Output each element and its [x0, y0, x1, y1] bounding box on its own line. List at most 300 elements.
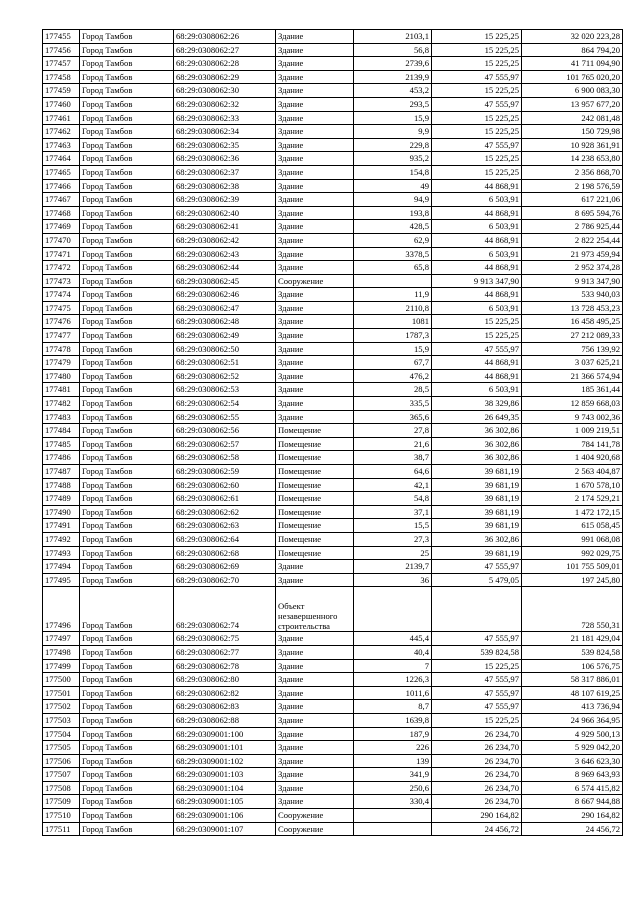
- row-number-cell: 177497: [43, 632, 80, 646]
- row-number-cell: 177462: [43, 125, 80, 139]
- cadastral-value-cell: 21 973 459,94: [522, 247, 623, 261]
- row-number-cell: 177494: [43, 560, 80, 574]
- cadastral-number-cell: 68:29:0308062:80: [174, 673, 276, 687]
- cadastral-value-cell: 106 576,75: [522, 659, 623, 673]
- row-number-cell: 177503: [43, 713, 80, 727]
- table-row: [43, 795, 623, 809]
- city-cell: Город Тамбов: [80, 43, 174, 57]
- object-type-cell: Здание: [276, 179, 354, 193]
- row-number-cell: 177510: [43, 809, 80, 823]
- area-cell: 27,3: [354, 532, 432, 546]
- table-row: [43, 673, 623, 687]
- row-number-cell: 177502: [43, 700, 80, 714]
- area-cell: [354, 587, 432, 632]
- object-type-cell: Здание: [276, 673, 354, 687]
- table-row: [43, 206, 623, 220]
- row-number-cell: 177495: [43, 573, 80, 587]
- unit-value-cell: 26 234,70: [432, 795, 522, 809]
- object-type-cell: Помещение: [276, 505, 354, 519]
- row-number-cell: 177489: [43, 492, 80, 506]
- cadastral-value-cell: 101 765 020,20: [522, 70, 623, 84]
- cadastral-value-cell: 1 670 578,10: [522, 478, 623, 492]
- row-number-cell: 177496: [43, 587, 80, 632]
- unit-value-cell: 15 225,25: [432, 659, 522, 673]
- unit-value-cell: 15 225,25: [432, 329, 522, 343]
- area-cell: 226: [354, 741, 432, 755]
- table-row: [43, 741, 623, 755]
- cadastral-number-cell: 68:29:0308062:32: [174, 97, 276, 111]
- cadastral-number-cell: 68:29:0308062:70: [174, 573, 276, 587]
- city-cell: Город Тамбов: [80, 261, 174, 275]
- cadastral-number-cell: 68:29:0309001:102: [174, 754, 276, 768]
- cadastral-value-cell: 101 755 509,01: [522, 560, 623, 574]
- area-cell: 37,1: [354, 505, 432, 519]
- cadastral-value-cell: 16 458 495,25: [522, 315, 623, 329]
- table-row: [43, 261, 623, 275]
- cadastral-number-cell: 68:29:0308062:28: [174, 57, 276, 71]
- unit-value-cell: 44 868,91: [432, 261, 522, 275]
- city-cell: Город Тамбов: [80, 809, 174, 823]
- unit-value-cell: 290 164,82: [432, 809, 522, 823]
- area-cell: 1639,8: [354, 713, 432, 727]
- cadastral-value-cell: 2 356 868,70: [522, 165, 623, 179]
- cadastral-value-cell: 8 667 944,88: [522, 795, 623, 809]
- table-row: [43, 645, 623, 659]
- object-type-cell: Здание: [276, 632, 354, 646]
- row-number-cell: 177501: [43, 686, 80, 700]
- cadastral-value-cell: 413 736,94: [522, 700, 623, 714]
- unit-value-cell: 6 503,91: [432, 301, 522, 315]
- city-cell: Город Тамбов: [80, 492, 174, 506]
- table-row: [43, 70, 623, 84]
- object-type-cell: Здание: [276, 342, 354, 356]
- city-cell: Город Тамбов: [80, 587, 174, 632]
- table-row: [43, 43, 623, 57]
- object-type-cell: Здание: [276, 193, 354, 207]
- unit-value-cell: 47 555,97: [432, 342, 522, 356]
- table-row: [43, 193, 623, 207]
- cadastral-number-cell: 68:29:0308062:46: [174, 288, 276, 302]
- area-cell: 2139,9: [354, 70, 432, 84]
- city-cell: Город Тамбов: [80, 288, 174, 302]
- row-number-cell: 177493: [43, 546, 80, 560]
- city-cell: Город Тамбов: [80, 741, 174, 755]
- object-type-cell: Здание: [276, 741, 354, 755]
- table-row: [43, 125, 623, 139]
- cadastral-value-cell: 533 940,03: [522, 288, 623, 302]
- unit-value-cell: 6 503,91: [432, 193, 522, 207]
- cadastral-value-cell: 864 794,20: [522, 43, 623, 57]
- table-row: [43, 492, 623, 506]
- city-cell: Город Тамбов: [80, 532, 174, 546]
- cadastral-value-cell: 9 743 002,36: [522, 410, 623, 424]
- area-cell: 11,9: [354, 288, 432, 302]
- unit-value-cell: 36 302,86: [432, 424, 522, 438]
- object-type-cell: Здание: [276, 84, 354, 98]
- table-row: [43, 410, 623, 424]
- object-type-cell: Объект незавершенного строительства: [276, 587, 354, 632]
- city-cell: Город Тамбов: [80, 315, 174, 329]
- cadastral-value-cell: 12 859 668,03: [522, 397, 623, 411]
- unit-value-cell: 9 913 347,90: [432, 274, 522, 288]
- city-cell: Город Тамбов: [80, 546, 174, 560]
- unit-value-cell: 44 868,91: [432, 206, 522, 220]
- cadastral-number-cell: 68:29:0308062:61: [174, 492, 276, 506]
- city-cell: Город Тамбов: [80, 84, 174, 98]
- row-number-cell: 177477: [43, 329, 80, 343]
- city-cell: Город Тамбов: [80, 560, 174, 574]
- area-cell: 54,8: [354, 492, 432, 506]
- object-type-cell: Здание: [276, 560, 354, 574]
- area-cell: 445,4: [354, 632, 432, 646]
- area-cell: 15,5: [354, 519, 432, 533]
- cadastral-number-cell: 68:29:0308062:38: [174, 179, 276, 193]
- cadastral-number-cell: 68:29:0308062:54: [174, 397, 276, 411]
- table-row: [43, 465, 623, 479]
- city-cell: Город Тамбов: [80, 220, 174, 234]
- unit-value-cell: 47 555,97: [432, 70, 522, 84]
- table-row: [43, 356, 623, 370]
- object-type-cell: Здание: [276, 645, 354, 659]
- cadastral-number-cell: 68:29:0309001:106: [174, 809, 276, 823]
- table-row: [43, 573, 623, 587]
- row-number-cell: 177486: [43, 451, 80, 465]
- object-type-cell: Помещение: [276, 424, 354, 438]
- cadastral-value-cell: 2 174 529,21: [522, 492, 623, 506]
- table-row: [43, 822, 623, 836]
- cadastral-value-cell: 197 245,80: [522, 573, 623, 587]
- object-type-cell: Здание: [276, 247, 354, 261]
- row-number-cell: 177464: [43, 152, 80, 166]
- row-number-cell: 177506: [43, 754, 80, 768]
- table-row: [43, 301, 623, 315]
- unit-value-cell: 44 868,91: [432, 179, 522, 193]
- cadastral-value-cell: 615 058,45: [522, 519, 623, 533]
- area-cell: 15,9: [354, 342, 432, 356]
- area-cell: 94,9: [354, 193, 432, 207]
- object-type-cell: Здание: [276, 659, 354, 673]
- cadastral-value-cell: 185 361,44: [522, 383, 623, 397]
- city-cell: Город Тамбов: [80, 342, 174, 356]
- cadastral-number-cell: 68:29:0308062:63: [174, 519, 276, 533]
- cadastral-number-cell: 68:29:0308062:34: [174, 125, 276, 139]
- row-number-cell: 177504: [43, 727, 80, 741]
- cadastral-number-cell: 68:29:0308062:88: [174, 713, 276, 727]
- table-row: [43, 315, 623, 329]
- unit-value-cell: 15 225,25: [432, 713, 522, 727]
- table-row: [43, 809, 623, 823]
- cadastral-value-cell: 13 957 677,20: [522, 97, 623, 111]
- cadastral-value-cell: 290 164,82: [522, 809, 623, 823]
- unit-value-cell: 47 555,97: [432, 686, 522, 700]
- table-row: [43, 451, 623, 465]
- cadastral-number-cell: 68:29:0308062:48: [174, 315, 276, 329]
- city-cell: Город Тамбов: [80, 274, 174, 288]
- cadastral-value-cell: 5 929 042,20: [522, 741, 623, 755]
- cadastral-value-cell: 756 139,92: [522, 342, 623, 356]
- object-type-cell: Сооружение: [276, 809, 354, 823]
- cadastral-value-cell: 2 952 374,28: [522, 261, 623, 275]
- city-cell: Город Тамбов: [80, 70, 174, 84]
- row-number-cell: 177507: [43, 768, 80, 782]
- cadastral-value-cell: 539 824,58: [522, 645, 623, 659]
- row-number-cell: 177460: [43, 97, 80, 111]
- area-cell: 67,7: [354, 356, 432, 370]
- cadastral-number-cell: 68:29:0308062:30: [174, 84, 276, 98]
- object-type-cell: Здание: [276, 165, 354, 179]
- area-cell: 330,4: [354, 795, 432, 809]
- area-cell: 229,8: [354, 138, 432, 152]
- cadastral-value-cell: 784 141,78: [522, 437, 623, 451]
- cadastral-value-cell: 728 550,31: [522, 587, 623, 632]
- city-cell: Город Тамбов: [80, 632, 174, 646]
- city-cell: Город Тамбов: [80, 781, 174, 795]
- cadastral-number-cell: 68:29:0309001:107: [174, 822, 276, 836]
- unit-value-cell: 44 868,91: [432, 356, 522, 370]
- cadastral-value-cell: 41 711 094,90: [522, 57, 623, 71]
- area-cell: 38,7: [354, 451, 432, 465]
- table-row: [43, 288, 623, 302]
- row-number-cell: 177487: [43, 465, 80, 479]
- cadastral-value-cell: 150 729,98: [522, 125, 623, 139]
- city-cell: Город Тамбов: [80, 410, 174, 424]
- city-cell: Город Тамбов: [80, 233, 174, 247]
- cadastral-number-cell: 68:29:0308062:27: [174, 43, 276, 57]
- table-row: [43, 768, 623, 782]
- row-number-cell: 177476: [43, 315, 80, 329]
- cadastral-value-cell: 992 029,75: [522, 546, 623, 560]
- unit-value-cell: 36 302,86: [432, 532, 522, 546]
- city-cell: Город Тамбов: [80, 673, 174, 687]
- cadastral-number-cell: 68:29:0308062:69: [174, 560, 276, 574]
- object-type-cell: Здание: [276, 43, 354, 57]
- row-number-cell: 177461: [43, 111, 80, 125]
- area-cell: 1081: [354, 315, 432, 329]
- area-cell: 36: [354, 573, 432, 587]
- area-cell: 8,7: [354, 700, 432, 714]
- unit-value-cell: 47 555,97: [432, 700, 522, 714]
- row-number-cell: 177468: [43, 206, 80, 220]
- object-type-cell: Помещение: [276, 546, 354, 560]
- row-number-cell: 177509: [43, 795, 80, 809]
- city-cell: Город Тамбов: [80, 329, 174, 343]
- area-cell: 28,5: [354, 383, 432, 397]
- unit-value-cell: 15 225,25: [432, 30, 522, 44]
- cadastral-number-cell: 68:29:0308062:37: [174, 165, 276, 179]
- object-type-cell: Здание: [276, 700, 354, 714]
- cadastral-number-cell: 68:29:0308062:42: [174, 233, 276, 247]
- city-cell: Город Тамбов: [80, 659, 174, 673]
- row-number-cell: 177467: [43, 193, 80, 207]
- unit-value-cell: 47 555,97: [432, 138, 522, 152]
- cadastral-number-cell: 68:29:0308062:43: [174, 247, 276, 261]
- city-cell: Город Тамбов: [80, 30, 174, 44]
- row-number-cell: 177498: [43, 645, 80, 659]
- object-type-cell: Здание: [276, 152, 354, 166]
- area-cell: 365,6: [354, 410, 432, 424]
- cadastral-value-cell: 1 404 920,68: [522, 451, 623, 465]
- cadastral-value-cell: 32 020 223,28: [522, 30, 623, 44]
- city-cell: Город Тамбов: [80, 754, 174, 768]
- city-cell: Город Тамбов: [80, 383, 174, 397]
- area-cell: 65,8: [354, 261, 432, 275]
- cadastral-value-cell: 3 646 623,30: [522, 754, 623, 768]
- cadastral-number-cell: 68:29:0308062:82: [174, 686, 276, 700]
- object-type-cell: Здание: [276, 220, 354, 234]
- object-type-cell: Здание: [276, 70, 354, 84]
- row-number-cell: 177480: [43, 369, 80, 383]
- object-type-cell: Здание: [276, 125, 354, 139]
- cadastral-number-cell: 68:29:0308062:26: [174, 30, 276, 44]
- area-cell: 2139,7: [354, 560, 432, 574]
- cadastral-value-cell: 2 198 576,59: [522, 179, 623, 193]
- object-type-cell: Здание: [276, 206, 354, 220]
- table-row: [43, 700, 623, 714]
- object-type-cell: Здание: [276, 410, 354, 424]
- object-type-cell: Здание: [276, 768, 354, 782]
- city-cell: Город Тамбов: [80, 700, 174, 714]
- table-row: [43, 30, 623, 44]
- unit-value-cell: 39 681,19: [432, 519, 522, 533]
- city-cell: Город Тамбов: [80, 247, 174, 261]
- row-number-cell: 177466: [43, 179, 80, 193]
- cadastral-number-cell: 68:29:0308062:51: [174, 356, 276, 370]
- table-row: [43, 179, 623, 193]
- area-cell: [354, 809, 432, 823]
- area-cell: 25: [354, 546, 432, 560]
- row-number-cell: 177475: [43, 301, 80, 315]
- cadastral-value-table: [42, 29, 623, 836]
- area-cell: 1787,3: [354, 329, 432, 343]
- unit-value-cell: 36 302,86: [432, 451, 522, 465]
- table-row: [43, 659, 623, 673]
- cadastral-number-cell: 68:29:0308062:45: [174, 274, 276, 288]
- cadastral-value-cell: 21 366 574,94: [522, 369, 623, 383]
- cadastral-value-cell: 8 969 643,93: [522, 768, 623, 782]
- city-cell: Город Тамбов: [80, 301, 174, 315]
- unit-value-cell: 38 329,86: [432, 397, 522, 411]
- object-type-cell: Здание: [276, 686, 354, 700]
- row-number-cell: 177481: [43, 383, 80, 397]
- table-row: [43, 138, 623, 152]
- row-number-cell: 177492: [43, 532, 80, 546]
- row-number-cell: 177478: [43, 342, 80, 356]
- unit-value-cell: 5 479,05: [432, 573, 522, 587]
- cadastral-value-cell: 14 238 653,80: [522, 152, 623, 166]
- table-row: [43, 437, 623, 451]
- table-row: [43, 587, 623, 632]
- object-type-cell: Здание: [276, 57, 354, 71]
- area-cell: 935,2: [354, 152, 432, 166]
- area-cell: 40,4: [354, 645, 432, 659]
- unit-value-cell: 44 868,91: [432, 369, 522, 383]
- row-number-cell: 177471: [43, 247, 80, 261]
- city-cell: Город Тамбов: [80, 138, 174, 152]
- cadastral-number-cell: 68:29:0308062:78: [174, 659, 276, 673]
- object-type-cell: Здание: [276, 369, 354, 383]
- table-body: [43, 30, 623, 836]
- unit-value-cell: 39 681,19: [432, 546, 522, 560]
- city-cell: Город Тамбов: [80, 451, 174, 465]
- table-row: [43, 152, 623, 166]
- object-type-cell: Здание: [276, 754, 354, 768]
- cadastral-number-cell: 68:29:0309001:103: [174, 768, 276, 782]
- area-cell: 42,1: [354, 478, 432, 492]
- area-cell: 2739,6: [354, 57, 432, 71]
- cadastral-number-cell: 68:29:0308062:74: [174, 587, 276, 632]
- object-type-cell: Здание: [276, 315, 354, 329]
- object-type-cell: Здание: [276, 288, 354, 302]
- object-type-cell: Здание: [276, 261, 354, 275]
- city-cell: Город Тамбов: [80, 57, 174, 71]
- unit-value-cell: 36 302,86: [432, 437, 522, 451]
- object-type-cell: Здание: [276, 138, 354, 152]
- city-cell: Город Тамбов: [80, 519, 174, 533]
- table-row: [43, 342, 623, 356]
- unit-value-cell: 47 555,97: [432, 632, 522, 646]
- row-number-cell: 177505: [43, 741, 80, 755]
- cadastral-value-cell: 3 037 625,21: [522, 356, 623, 370]
- unit-value-cell: 15 225,25: [432, 165, 522, 179]
- unit-value-cell: 26 234,70: [432, 768, 522, 782]
- cadastral-value-cell: 242 081,48: [522, 111, 623, 125]
- unit-value-cell: 39 681,19: [432, 492, 522, 506]
- row-number-cell: 177491: [43, 519, 80, 533]
- table-row: [43, 505, 623, 519]
- unit-value-cell: 6 503,91: [432, 247, 522, 261]
- document-page: [42, 29, 622, 836]
- object-type-cell: Сооружение: [276, 274, 354, 288]
- cadastral-number-cell: 68:29:0308062:36: [174, 152, 276, 166]
- table-row: [43, 84, 623, 98]
- object-type-cell: Здание: [276, 781, 354, 795]
- area-cell: 1226,3: [354, 673, 432, 687]
- unit-value-cell: 15 225,25: [432, 315, 522, 329]
- cadastral-value-cell: 6 574 415,82: [522, 781, 623, 795]
- unit-value-cell: 39 681,19: [432, 465, 522, 479]
- cadastral-number-cell: 68:29:0308062:47: [174, 301, 276, 315]
- cadastral-number-cell: 68:29:0308062:41: [174, 220, 276, 234]
- table-row: [43, 727, 623, 741]
- table-row: [43, 424, 623, 438]
- cadastral-number-cell: 68:29:0309001:105: [174, 795, 276, 809]
- cadastral-number-cell: 68:29:0308062:33: [174, 111, 276, 125]
- area-cell: 193,8: [354, 206, 432, 220]
- city-cell: Город Тамбов: [80, 179, 174, 193]
- row-number-cell: 177490: [43, 505, 80, 519]
- unit-value-cell: [432, 587, 522, 632]
- area-cell: 139: [354, 754, 432, 768]
- unit-value-cell: 39 681,19: [432, 478, 522, 492]
- row-number-cell: 177511: [43, 822, 80, 836]
- cadastral-number-cell: 68:29:0308062:62: [174, 505, 276, 519]
- object-type-cell: Помещение: [276, 492, 354, 506]
- city-cell: Город Тамбов: [80, 768, 174, 782]
- cadastral-value-cell: 991 068,08: [522, 532, 623, 546]
- row-number-cell: 177473: [43, 274, 80, 288]
- cadastral-value-cell: 21 181 429,04: [522, 632, 623, 646]
- cadastral-number-cell: 68:29:0308062:64: [174, 532, 276, 546]
- object-type-cell: Помещение: [276, 451, 354, 465]
- table-row: [43, 383, 623, 397]
- row-number-cell: 177484: [43, 424, 80, 438]
- city-cell: Город Тамбов: [80, 165, 174, 179]
- area-cell: 250,6: [354, 781, 432, 795]
- object-type-cell: Здание: [276, 356, 354, 370]
- area-cell: 49: [354, 179, 432, 193]
- cadastral-number-cell: 68:29:0308062:40: [174, 206, 276, 220]
- city-cell: Город Тамбов: [80, 152, 174, 166]
